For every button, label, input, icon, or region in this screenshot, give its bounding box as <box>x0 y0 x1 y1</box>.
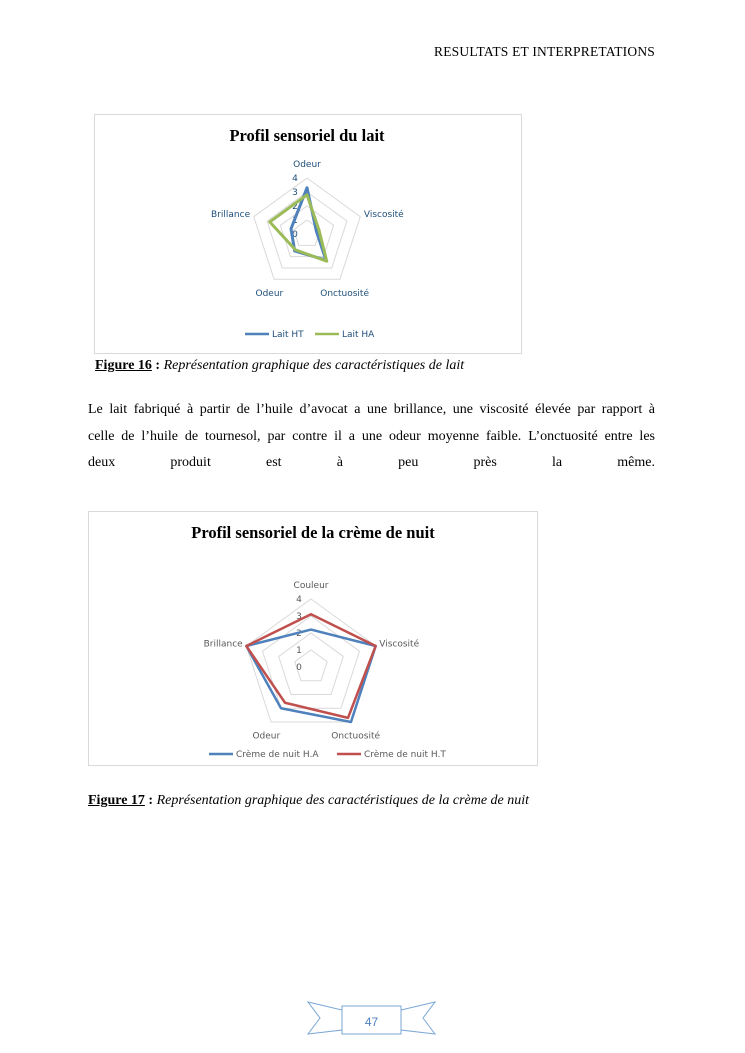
tick-label: 1 <box>292 216 298 226</box>
page-number-ribbon <box>306 998 437 1038</box>
tick-label: 0 <box>292 230 298 240</box>
paragraph-line-1: Le lait fabriqué à partir de l’huile d’avocat a une brillance, une viscosité élevée par rapport à <box>88 402 655 417</box>
axis-label: Viscosité <box>379 639 420 650</box>
tick-label: 4 <box>292 174 298 184</box>
chart-title: Profil sensoriel du lait <box>229 126 385 145</box>
paragraph-line-3: deux produit est à peu près la même. <box>88 455 655 470</box>
axis-label: Onctuosité <box>331 731 381 742</box>
tick-label: 1 <box>296 646 302 656</box>
figure-17-colon: : <box>144 793 154 808</box>
figure-16-caption <box>95 358 464 374</box>
axis-label: Odeur <box>252 731 281 742</box>
axis-label: Viscosité <box>363 210 404 221</box>
page-header: RESULTATS ET INTERPRETATIONS <box>434 44 655 59</box>
axis-label: Couleur <box>293 581 329 591</box>
figure-16-description: Représentation graphique des caractéristiques de lait <box>160 358 465 373</box>
body-paragraph <box>88 397 655 477</box>
legend-label-1: Crème de nuit H.A <box>236 750 319 760</box>
chart-milk-sensory-profile <box>94 114 522 354</box>
tick-label: 3 <box>296 612 302 622</box>
axis-label: Brillance <box>203 639 243 650</box>
ribbon-right-tail <box>401 1002 435 1034</box>
figure-17-caption <box>88 793 529 809</box>
tick-label: 2 <box>296 629 302 639</box>
tick-label: 2 <box>292 202 298 212</box>
chart-title: Profil sensoriel de la crème de nuit <box>191 523 435 542</box>
legend-label-2: Crème de nuit H.T <box>364 750 446 760</box>
axis-label: Odeur <box>293 160 321 170</box>
chart-night-cream-sensory-profile <box>88 511 538 766</box>
figure-16-colon: : <box>151 358 161 373</box>
paragraph-line-2: celle de l’huile de tournesol, par contre il a une odeur moyenne faible. L’onctuosité entre les <box>88 428 655 444</box>
grid-ring-2 <box>280 206 333 257</box>
legend-label-2: Lait HA <box>342 330 375 340</box>
page-number: 47 <box>364 1015 379 1029</box>
ribbon-left-tail <box>308 1002 342 1034</box>
axis-label: Onctuosité <box>320 288 369 299</box>
figure-16-label: Figure 16 <box>95 358 152 373</box>
figure-17-description: Représentation graphique des caractéristiques de la crème de nuit <box>153 793 530 808</box>
tick-label: 3 <box>292 188 298 198</box>
grid-ring-2 <box>279 633 344 695</box>
series-line-2 <box>270 195 327 261</box>
radar-chart-milk <box>95 115 521 353</box>
axis-label: Odeur <box>255 288 284 299</box>
legend-label-1: Lait HT <box>272 330 304 340</box>
tick-label: 4 <box>296 595 302 605</box>
axis-label: Brillance <box>211 210 251 221</box>
tick-label: 0 <box>296 663 302 673</box>
figure-17-label: Figure 17 <box>88 793 145 808</box>
radar-chart-night-cream <box>89 512 537 765</box>
